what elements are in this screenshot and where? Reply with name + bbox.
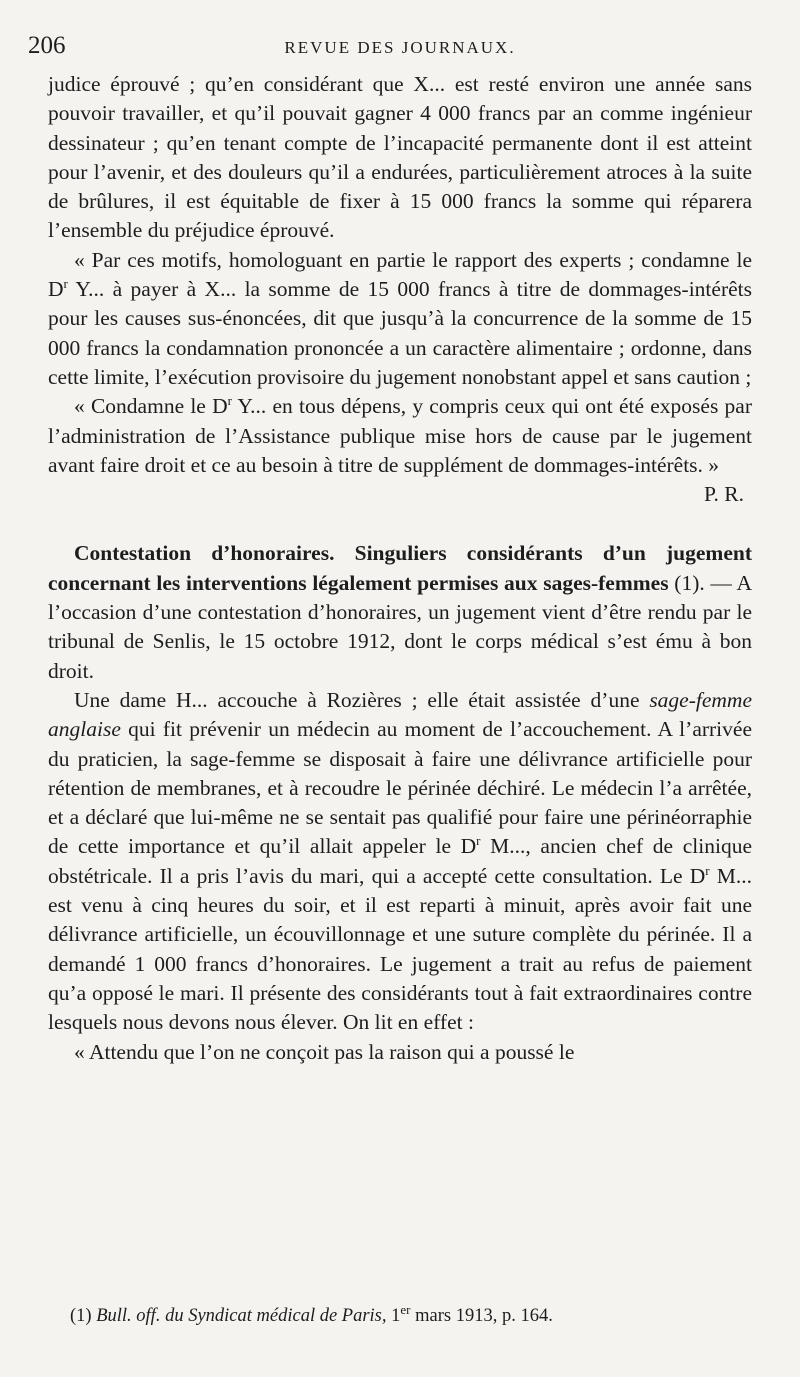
footnote-reference: (1). — [668,570,737,595]
footnote-source: Bull. off. du Syndicat médical de Paris, [96,1306,387,1326]
author-signature: P. R. [703,482,744,507]
footnote [70,1301,752,1327]
text-run: A l’occasion d’une contestation d’honoraires, un jugement vient d’être rendu par le tribunal de Senlis, le 15 octobre 1912, dont le corps médical s’est ému à bon droit. [48,570,752,683]
text-run: Y... à payer à X... la somme de 15 000 francs à titre de dommages-intérêts pour les causes sus-énoncées, dit que jusqu’à la concurrence de la somme de 15 000 francs la condamnation prononcée a un caractère alimentaire ; ordonne, dans cette limite, l’exécution provisoire du jugement nonobstant appel et sans caution ; [48,277,752,389]
superscript: r [227,393,232,409]
paragraph-quote-start: « Attendu que l’on ne conçoit pas la raison qui a poussé le [74,1039,575,1064]
italic-text: sage-femme anglaise [48,687,752,742]
page-number: 206 [28,32,66,59]
text-run: qui fit prévenir un médecin au moment de l’accouchement. A l’arrivée du praticien, la sage-femme se disposait à faire une délivrance artificielle pour rétention de membranes, et à recoudre le périnée déchiré. Le médecin l’a arrêtée, et a déclaré que lui-même ne se sentait pas qualifié pour faire une périnéorraphie de cette importance et qu’il allait appeler le D [48,717,752,859]
superscript: r [476,833,481,849]
paragraph-continuation: judice éprouvé ; qu’en considérant que X... est resté environ une année sans pouvoir travailler, et qu’il pouvait gagner 4 000 francs par an comme ingénieur dessinateur ; qu’en tenant compte de l’incapacité permanente dont il est atteint pour l’avenir, et des douleurs qu’il a endurées, particulièrement atroces à la suite de brûlures, il est équitable de fixer à 15 000 francs la somme qui réparera l’ensemble du préjudice éprouvé. [48,72,752,243]
text-run: Une dame H... accouche à Rozières ; elle était assistée d’une [74,687,650,712]
text-run: M... est venu à cinq heures du soir, et il est reparti à minuit, après avoir fait une délivrance artificielle, un écouvillonnage et une suture complète du périnée. Il a demandé 1 000 francs d’honoraires. Le jugement a trait au refus de paiement qu’a opposé le mari. Il présente des considérants tout à fait extraordinaires contre lesquels nous devons nous élever. On lit en effet : [48,863,752,1035]
running-head: REVUE DES JOURNAUX. [284,38,516,57]
text-run: « Condamne le D [74,394,228,419]
footnote-marker: (1) [70,1306,97,1326]
paragraph-case-facts [48,686,752,1038]
footnote-date: 1 [386,1306,401,1326]
section-title: Contestation d’honoraires. Singuliers considérants d’un jugement concernant les interventions légalement permises aux sages-femmes [48,541,752,595]
superscript: r [705,862,710,878]
text-run: Y... en tous dépens, y compris ceux qui ont été exposés par l’administration de l’Assistance publique mise hors de cause par le jugement avant faire droit et ce au besoin à titre de supplément de dommages-intérêts. » [48,394,752,477]
paragraph-judgment-motifs [48,246,752,392]
section-gap [48,509,752,539]
paragraph-section-title [48,539,752,685]
superscript: er [400,1301,411,1317]
body-text [48,70,752,1067]
footnote-date-rest: mars 1913, p. 164. [410,1306,553,1326]
text-run: M..., ancien chef de clinique obstétricale. Il a pris l’avis du mari, qui a accepté cette consultation. Le D [48,834,752,888]
text-run: « Par ces motifs, homologuant en partie le rapport des experts ; condamne le D [48,247,752,302]
paragraph-judgment-costs [48,392,752,480]
page-header [28,30,752,70]
superscript: r [63,275,68,291]
